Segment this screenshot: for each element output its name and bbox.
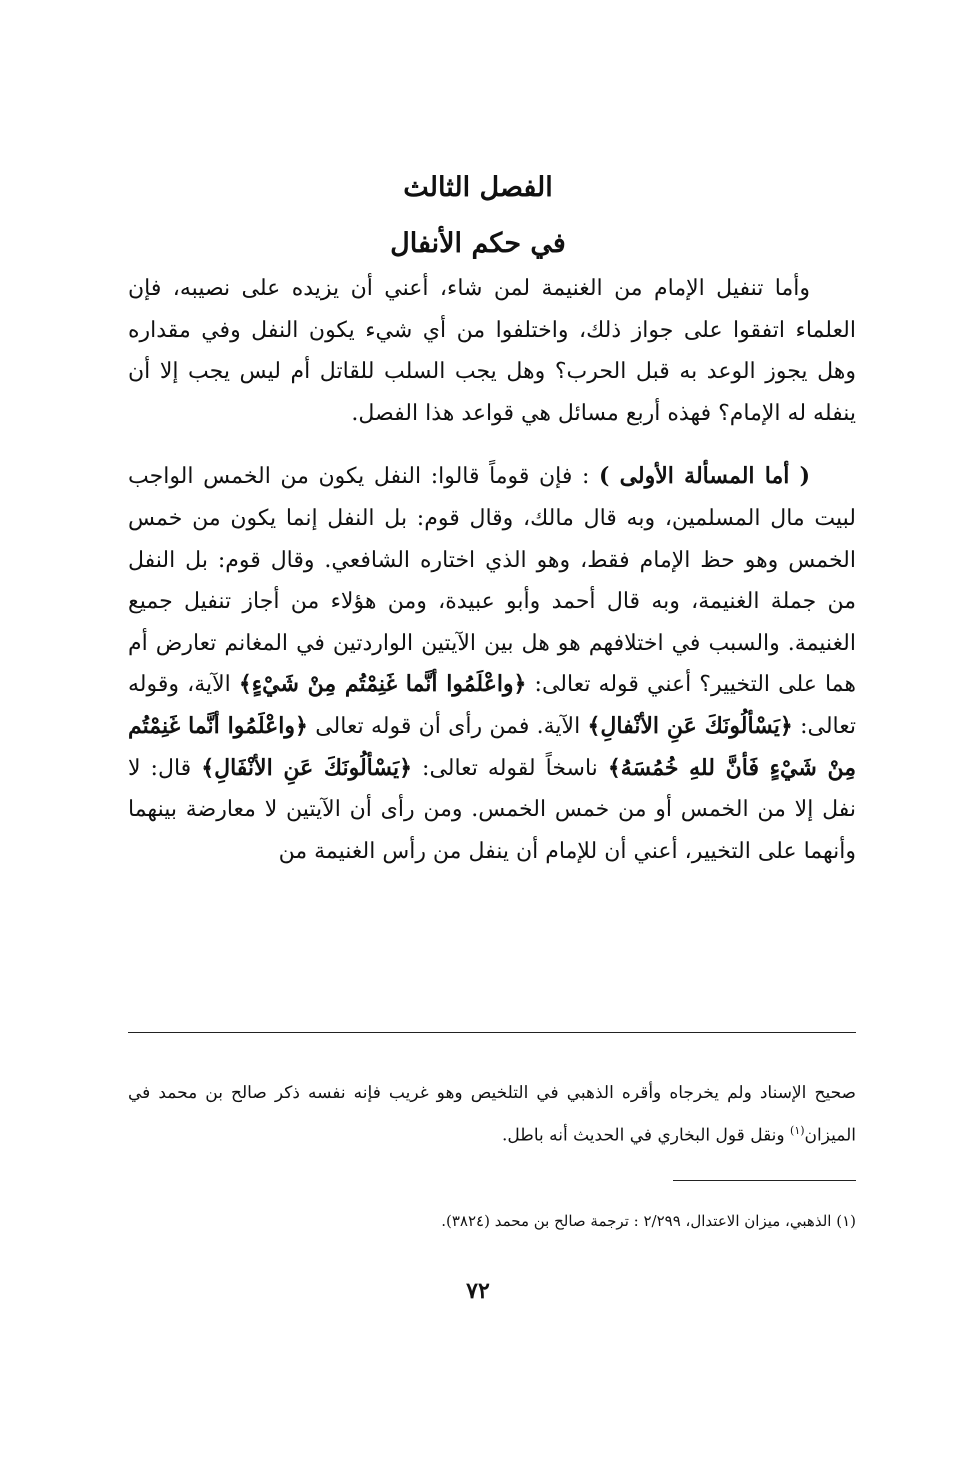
main-text	[128, 268, 856, 872]
footnote-text: صحيح الإسناد ولم يخرجاه وأقره الذهبي في التلخيص وهو غريب فإنه نفسه ذكر صالح بن محمد في الميزان	[128, 1083, 856, 1146]
text-segment: قال: لا نفل إلا من الخمس أو من خمس الخمس. ومن رأى أن الآيتين لا معارضة بينهما وأنهما على التخيير، أعني أن للإمام أن ينفل من رأس الغنيمة من	[128, 755, 856, 864]
text-segment: الآية، وقوله تعالى:	[128, 672, 857, 739]
chapter-title: الفصل الثالث	[403, 172, 553, 203]
quran-verse: ﴿واعْلَمُوا أنَّما غَنِمْتُم مِنْ شَيْءٍ فَأنَّ للهِ خُمُسَهُ﴾	[128, 712, 856, 781]
chapter-subtitle: في حكم الأنفال	[390, 228, 566, 259]
chapter-heading	[0, 160, 956, 272]
text-segment: ناسخاً لقوله تعالى:	[422, 755, 598, 781]
paragraph-first-issue	[128, 456, 856, 872]
page-number: ٧٢	[466, 1278, 490, 1304]
text-segment: : فإن قوماً قالوا: النفل يكون من الخمس الواجب لبيت مال المسلمين، وبه قال مالك، وقال قوم: بل النفل إنما يكون من خمس الخمس وهو حظ الإمام فقط، وهو الذي اختاره الشافعي. وقال قوم: بل النفل من جملة الغنيمة، وبه قال أحمد وأبو عبيدة، ومن هؤلاء من أجاز تنفيل جميع الغنيمة. والسبب في اختلافهم هو هل بين الآيتين الواردتين في المغانم تعارض أم هما على التخيير؟ أعني قوله تعالى:	[128, 464, 856, 698]
text-segment: الآية. فمن رأى أن قوله تعالى	[315, 713, 581, 739]
footnote-continuation	[128, 1074, 856, 1155]
issue-heading: ( أما المسألة الأولى )	[598, 463, 810, 490]
footnote-ref: (١)	[790, 1124, 805, 1137]
footnote-separator	[128, 1032, 856, 1033]
paragraph-intro: وأما تنفيل الإمام من الغنيمة لمن شاء، أعني أن يزيده على نصيبه، فإن العلماء اتفقوا على جواز ذلك، واختلفوا من أي شيء يكون النفل وفي مقداره وهل يجوز الوعد به قبل الحرب؟ وهل يجب السلب للقاتل أم ليس يجب إلا أن ينفله له الإمام؟ فهذه أربع مسائل هي قواعد هذا الفصل.	[128, 276, 856, 426]
quran-verse: ﴿يَسْألُونَكَ عَنِ الأنْفالِ﴾	[587, 712, 793, 739]
footnote-1: (١) الذهبي، ميزان الاعتدال، ٢/٢٩٩ : ترجمة صالح بن محمد (٣٨٢٤).	[441, 1212, 856, 1230]
footnote-text: ونقل قول البخاري في الحديث أنه باطل.	[502, 1125, 785, 1146]
footnote-separator-short	[673, 1180, 856, 1181]
quran-verse: ﴿واعْلَمُوا أنَّما غَنِمْتُم مِنْ شَيْءٍ﴾	[238, 671, 527, 698]
quran-verse: ﴿يَسْألُونَكَ عَنِ الأنْفَالِ﴾	[201, 754, 413, 781]
